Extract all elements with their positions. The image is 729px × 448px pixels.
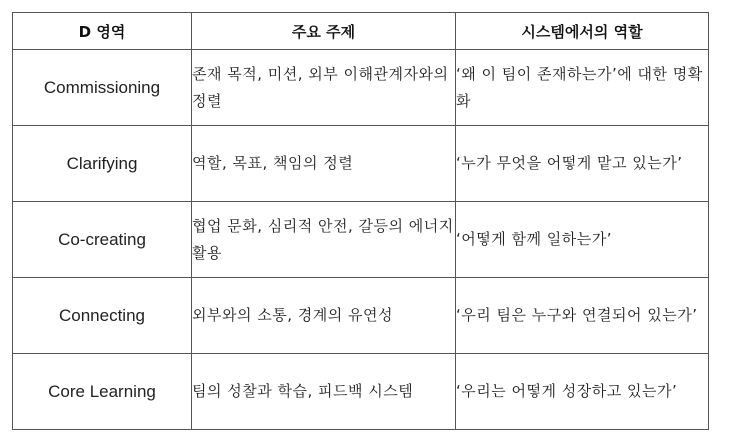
table-header-row — [13, 13, 709, 50]
role-cell: ‘왜 이 팀이 존재하는가’에 대한 명확화 — [456, 50, 709, 126]
role-cell: ‘누가 무엇을 어떻게 맡고 있는가’ — [456, 126, 709, 202]
topic-cell: 존재 목적, 미션, 외부 이해관계자와의 정렬 — [192, 50, 456, 126]
role-cell: ‘어떻게 함께 일하는가’ — [456, 202, 709, 278]
table-row — [13, 126, 709, 202]
area-cell: Clarifying — [13, 126, 192, 202]
d-area-table — [12, 12, 709, 430]
role-cell: ‘우리는 어떻게 성장하고 있는가’ — [456, 354, 709, 430]
topic-cell: 외부와의 소통, 경계의 유연성 — [192, 278, 456, 354]
area-cell: Co-creating — [13, 202, 192, 278]
topic-cell: 역할, 목표, 책임의 정렬 — [192, 126, 456, 202]
table-row — [13, 354, 709, 430]
header-system-role: 시스템에서의 역할 — [456, 13, 709, 50]
area-cell: Commissioning — [13, 50, 192, 126]
topic-cell: 팀의 성찰과 학습, 피드백 시스템 — [192, 354, 456, 430]
role-cell: ‘우리 팀은 누구와 연결되어 있는가’ — [456, 278, 709, 354]
table-row — [13, 202, 709, 278]
table-row — [13, 50, 709, 126]
area-cell: Connecting — [13, 278, 192, 354]
header-d-area: D 영역 — [13, 13, 192, 50]
header-main-topic: 주요 주제 — [192, 13, 456, 50]
area-cell: Core Learning — [13, 354, 192, 430]
topic-cell: 협업 문화, 심리적 안전, 갈등의 에너지 활용 — [192, 202, 456, 278]
table-row — [13, 278, 709, 354]
